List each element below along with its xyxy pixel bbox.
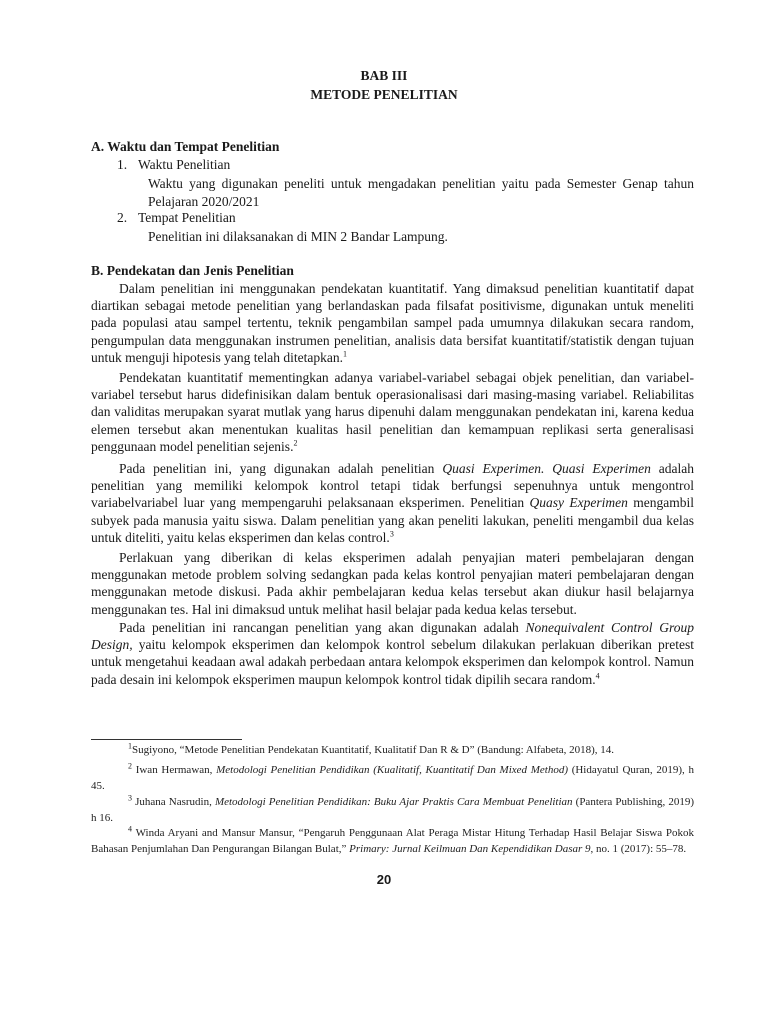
item-1-text: Waktu yang digunakan peneliti untuk mengadakan penelitian yaitu pada Semester Genap tahun Pelajaran 2020/2021 [148, 176, 694, 209]
footnote-3-publisher: (Pantera Publishing, 2019) h 16. [91, 796, 694, 824]
footnote-4 [91, 825, 694, 857]
footnote-2-number: 2 [128, 761, 132, 771]
item-2-label: Tempat Penelitian [138, 210, 236, 225]
footnote-ref-2[interactable]: 2 [293, 438, 298, 448]
footnote-2-author: Iwan Hermawan, [132, 764, 217, 776]
paragraph-1 [91, 280, 694, 366]
item-1-label: Waktu Penelitian [138, 157, 231, 172]
footnote-ref-1[interactable]: 1 [342, 349, 347, 359]
section-a-heading: A. Waktu dan Tempat Penelitian [91, 139, 280, 154]
paragraph-3-text-c: mengambil subyek pada manusia yaitu siswa. Dalam penelitian yang akan peneliti lakukan, peneliti mengambil dua kelas untuk diteliti, yaitu kelas eksperimen dan kelas control. [91, 495, 694, 545]
footnote-2-title: Metodologi Penelitian Pendidikan (Kualitatif, Kuantitatif Dan Mixed Method) [216, 764, 568, 776]
paragraph-5-text-a: Pada penelitian ini rancangan penelitian yang akan digunakan adalah [119, 620, 526, 635]
footnote-1-text: Sugiyono, “Metode Penelitian Pendekatan Kuantitatif, Kualitatif Dan R & D” (Bandung: Alfabeta, 2018), 14. [132, 744, 615, 756]
page-number: 20 [376, 872, 392, 887]
footnote-1-number: 1 [128, 741, 132, 751]
footnote-4-author: Winda Aryani and Mansur Mansur, “Pengaruh Penggunaan Alat Peraga Mistar Hitung Terhadap Hasil Belajar Siswa Pokok Bahasan Penjumlahan Dan Pengurangan Bilangan Bulat,” [91, 827, 694, 855]
footnote-2-publisher: (Hidayatul Quran, 2019), h 45. [91, 764, 694, 792]
paragraph-5-italic: Nonequivalent Control Group Design, [91, 620, 694, 653]
item-1-number: 1. [117, 157, 128, 172]
footnote-3 [91, 794, 694, 826]
footnote-3-author: Juhana Nasrudin, [132, 796, 215, 808]
paragraph-3-text-b: adalah penelitian yang memiliki kelompok kontrol tetapi tidak berfungsi sepenuhnya untuk mengontrol variabelvariabel luar yang mempengaruhi pelaksanaan eksperimen. Penelitian [91, 461, 695, 511]
paragraph-5 [91, 619, 694, 688]
paragraph-3-text-a: Pada penelitian ini, yang digunakan adalah penelitian [119, 461, 443, 476]
section-b-heading: B. Pendekatan dan Jenis Penelitian [91, 263, 294, 278]
paragraph-3-italic-a: Quasi Experimen. Quasi Experimen [442, 461, 651, 476]
footnote-4-details: , no. 1 (2017): 55–78. [590, 843, 687, 855]
paragraph-4-text: Perlakuan yang diberikan di kelas eksperimen adalah penyajian materi pembelajaran dengan menggunakan metode problem solving sedangkan pada kelas kontrol penyajian materi pembelajaran dengan menggunakan metode diskusi. Pada akhir pembelajaran kedua kelas tersebut akan diukur hasil belajarnya menggunakan tes. Hal ini dimaksud untuk melihat hasil belajar pada kedua kelas tersebut. [91, 550, 694, 617]
footnote-ref-3[interactable]: 3 [389, 529, 394, 539]
paragraph-5-text-b: yaitu kelompok eksperimen dan kelompok kontrol sebelum dilakukan perlakuan diberikan pretest untuk mengetahui keadaan awal adakah perbedaan antara kelompok eksperimen dan kelompok kontrol. Namun pada desain ini kelompok eksperimen maupun kelompok kontrol tidak dipilih secara random. [91, 637, 694, 687]
item-2-text: Penelitian ini dilaksanakan di MIN 2 Bandar Lampung. [148, 229, 448, 244]
footnote-3-title: Metodologi Penelitian Pendidikan: Buku Ajar Praktis Cara Membuat Penelitian [214, 796, 573, 808]
paragraph-3-italic-b: Quasy Experimen [529, 495, 628, 511]
paragraph-2 [91, 369, 694, 455]
chapter-number: BAB III [360, 68, 408, 83]
footnote-4-number: 4 [128, 824, 132, 834]
paragraph-3 [91, 460, 694, 546]
footnote-3-number: 3 [128, 793, 132, 803]
paragraph-4 [91, 549, 694, 618]
footnote-separator [91, 739, 242, 740]
footnote-ref-4[interactable]: 4 [595, 671, 600, 681]
footnote-1 [91, 742, 694, 758]
paragraph-2-text: Pendekatan kuantitatif mementingkan adanya variabel-variabel sebagai objek penelitian, dan variabel-variabel tersebut harus didefinisikan dalam bentuk operasionalisasi dari masing-masing variabel. Reliabilitas dan validitas merupakan syarat mutlak yang harus dipenuhi dalam menggunakan pendekatan ini, karena kedua elemen tersebut akan menentukan kualitas hasil penelitian dan kemampuan replikasi serta generalisasi penggunaan model penelitian sejenis. [91, 370, 694, 454]
chapter-title: METODE PENELITIAN [310, 87, 458, 102]
item-2-number: 2. [117, 210, 128, 225]
footnote-4-journal: Primary: Jurnal Keilmuan Dan Kependidikan Dasar 9 [349, 843, 591, 855]
footnote-2 [91, 762, 694, 794]
paragraph-1-text: Dalam penelitian ini menggunakan pendekatan kuantitatif. Yang dimaksud penelitian kuantitatif dapat diartikan sebagai metode penelitian yang berlandaskan pada filsafat positivisme, digunakan untuk meneliti pada populasi atau sampel tertentu, teknik pengambilan sampel pada umumnya dilakukan secara random, pengumpulan data menggunakan instrumen penelitian, analisis data bersifat kuantitatif/statistik dengan tujuan untuk menguji hipotesis yang telah ditetapkan. [91, 281, 694, 365]
